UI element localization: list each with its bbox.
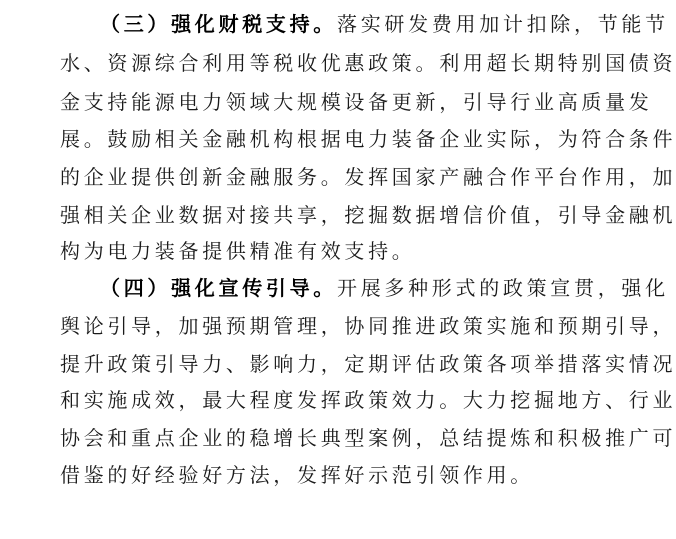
- paragraph-line: 借鉴的好经验好方法，发挥好示范引领作用。: [60, 463, 534, 487]
- section-heading: （三）强化财税支持。: [100, 12, 337, 36]
- paragraph-line: 强相关企业数据对接共享，挖掘数据增信价值，引导金融机: [60, 203, 676, 227]
- paragraph-text: 落实研发费用加计扣除，节能节: [337, 12, 669, 36]
- section-heading: （四）强化宣传引导。: [100, 276, 337, 300]
- paragraph-line: [100, 276, 669, 300]
- paragraph-line: 水、资源综合利用等税收优惠政策。利用超长期特别国债资: [60, 51, 676, 75]
- paragraph-line: 构为电力装备提供精准有效支持。: [60, 239, 416, 263]
- paragraph-line: 金支持能源电力领域大规模设备更新，引导行业高质量发: [60, 90, 653, 114]
- paragraph-line: 展。鼓励相关金融机构根据电力装备企业实际，为符合条件: [60, 127, 676, 151]
- paragraph-line: 舆论引导，加强预期管理，协同推进政策实施和预期引导，: [60, 314, 676, 338]
- paragraph-line: 的企业提供创新金融服务。发挥国家产融合作平台作用，加: [60, 165, 676, 189]
- paragraph-line: 协会和重点企业的稳增长典型案例，总结提炼和积极推广可: [60, 426, 676, 450]
- paragraph-line: 提升政策引导力、影响力，定期评估政策各项举措落实情况: [60, 352, 676, 376]
- paragraph-text: 开展多种形式的政策宣贯，强化: [337, 276, 669, 300]
- paragraph-line: [100, 12, 669, 36]
- paragraph-line: 和实施成效，最大程度发挥政策效力。大力挖掘地方、行业: [60, 388, 676, 412]
